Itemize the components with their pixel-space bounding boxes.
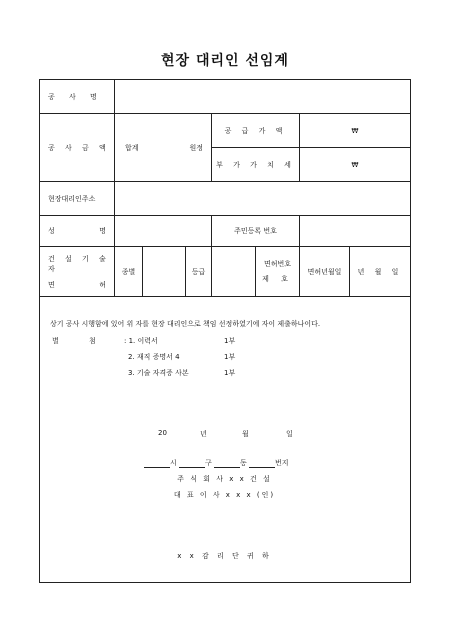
attachment-qty: 1부 — [224, 337, 236, 345]
license-label: 건 설 기 술 자 면 허 — [40, 247, 115, 297]
license-date-label: 면허년월일 — [300, 247, 350, 297]
date-month-unit: 월 — [242, 430, 249, 438]
vat-label: 부 가 가 치 세 — [212, 148, 300, 182]
name-label: 성 명 — [40, 216, 115, 247]
attachment-item: 3. 기술 자격증 사본 — [128, 369, 189, 377]
grade-label: 등급 — [186, 247, 212, 297]
grade-field[interactable] — [212, 247, 256, 297]
field-type-field[interactable] — [143, 247, 186, 297]
declaration-section — [40, 297, 411, 583]
declaration-statement: 상기 공사 시행함에 있어 위 자를 현장 대리인으로 책임 선정하였기에 자이 제출하나이다. — [50, 320, 321, 328]
license-date-field[interactable]: 년 월 일 — [350, 247, 411, 297]
supply-price-field[interactable]: ₩ — [300, 114, 411, 148]
attachments-label: 별 첨 — [52, 337, 110, 345]
project-name-field[interactable] — [115, 80, 411, 114]
document-title: 현장 대리인 선임계 — [161, 53, 289, 69]
ceo-signature: 대 표 이 사 x x x (인) — [173, 491, 276, 499]
agent-address-field[interactable] — [115, 182, 411, 216]
resident-no-label: 주민등록 번호 — [212, 216, 300, 247]
date-year: 20 — [158, 429, 167, 437]
attachment-qty: 1부 — [224, 353, 236, 361]
company-name: 주 식 회 사 x x 건 설 — [177, 475, 272, 483]
appointment-form — [39, 79, 411, 583]
resident-no-field[interactable] — [300, 216, 411, 247]
attachment-item: 2. 재직 증명서 4 — [128, 353, 180, 361]
attachment-qty: 1부 — [224, 369, 236, 377]
recipient: x x 감 리 단 귀 하 — [177, 552, 272, 560]
field-type-label: 종별 — [115, 247, 143, 297]
amount-unit: 원정 — [189, 143, 203, 152]
vat-field[interactable]: ₩ — [300, 148, 411, 182]
name-field[interactable] — [115, 216, 212, 247]
contract-amount-field[interactable] — [115, 114, 212, 182]
license-no-label: 면허번호 제 호 — [256, 247, 300, 297]
attachment-item: : 1. 이력서 — [124, 337, 158, 345]
total-label: 합계 — [125, 143, 139, 152]
supply-price-label: 공 급 가 액 — [212, 114, 300, 148]
date-day-unit: 일 — [286, 430, 293, 438]
agent-address-label: 현장대리인주소 — [40, 182, 115, 216]
company-address-line: 시 구 동 번지 — [144, 458, 289, 468]
date-year-unit: 년 — [200, 430, 207, 438]
contract-amount-label: 공 사 금 액 — [40, 114, 115, 182]
project-name-label: 공 사 명 — [40, 80, 115, 114]
